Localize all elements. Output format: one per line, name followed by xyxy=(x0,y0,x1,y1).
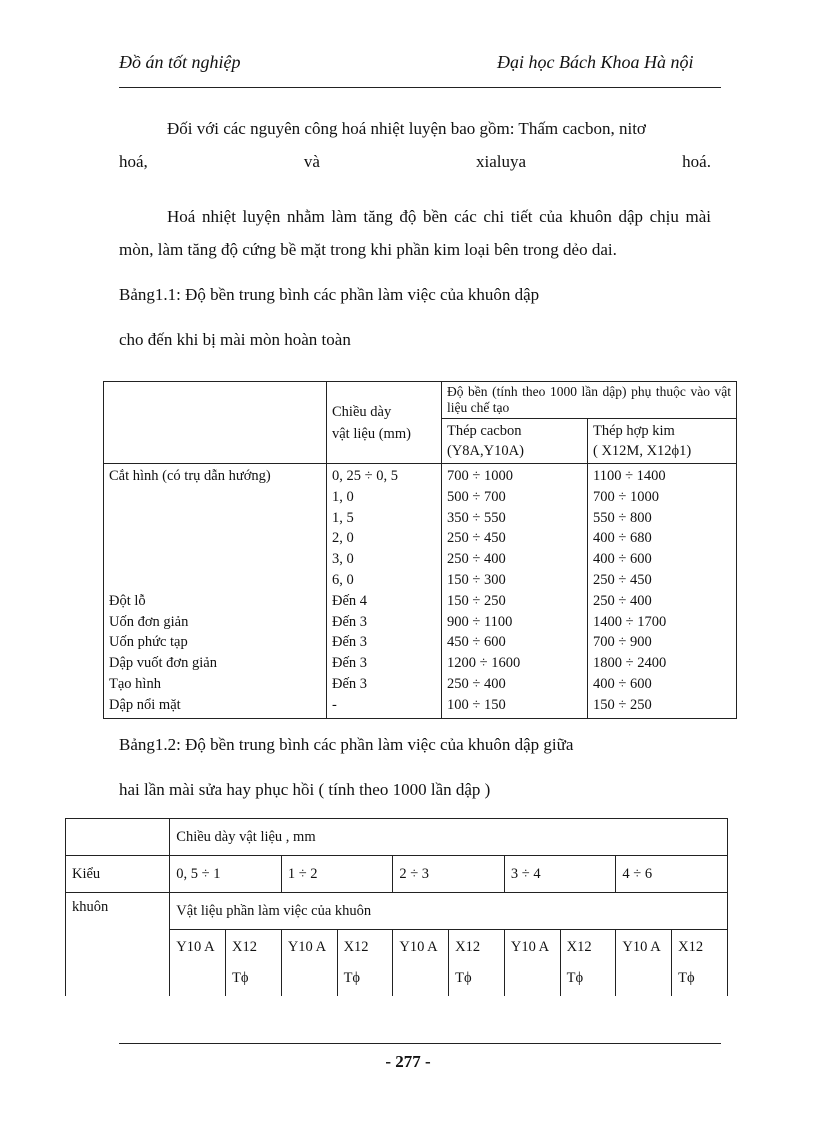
cell-line: Đến 3 xyxy=(332,634,368,651)
cell-line: Uốn đơn giản xyxy=(109,613,189,630)
cell-line: 250 ÷ 400 xyxy=(447,675,506,692)
cell-line: 150 ÷ 300 xyxy=(447,571,506,588)
cell-line: Đột lỗ xyxy=(109,592,146,609)
table-row xyxy=(104,464,737,719)
grade-cell: Y10 A xyxy=(281,930,337,999)
cell-line: 6, 0 xyxy=(332,571,354,588)
cell-line: 2, 0 xyxy=(332,530,354,547)
type-label-cell: khuôn xyxy=(66,893,170,999)
table2-caption-line-1: Bảng1.2: Độ bền trung bình các phần làm việc của khuôn dập giữa xyxy=(119,735,574,754)
cell-line: 250 ÷ 400 xyxy=(593,592,652,609)
grade-cell: X12 Tϕ xyxy=(226,930,282,999)
table-header-cell xyxy=(104,382,327,464)
cell-line: 1100 ÷ 1400 xyxy=(593,468,666,484)
cell-line xyxy=(109,508,321,529)
header-text: ( X12M, X12ϕ1) xyxy=(593,443,692,459)
table-row xyxy=(66,819,728,856)
header-text: Thép hợp kim xyxy=(593,423,675,439)
header-right-title: Đại học Bách Khoa Hà nội xyxy=(497,52,694,72)
cell-line: 700 ÷ 1000 xyxy=(593,488,659,505)
cell-line: 250 ÷ 450 xyxy=(593,571,652,588)
grade-cell: X12 Tϕ xyxy=(449,930,505,999)
cell-line: 150 ÷ 250 xyxy=(593,696,652,713)
table-cell xyxy=(66,819,170,856)
range-cell: 4 ÷ 6 xyxy=(616,856,728,893)
cell-line: 0, 25 ÷ 0, 5 xyxy=(332,468,398,484)
cell-line: - xyxy=(332,696,337,713)
table2-caption-line-2: hai lần mài sửa hay phục hồi ( tính theo 1000 lần dập ) xyxy=(119,780,491,799)
table-header-cell: Độ bền (tính theo 1000 lần dập) phụ thuộc vào vật liệu chế tạo xyxy=(442,382,737,419)
cell-line: 1800 ÷ 2400 xyxy=(593,655,667,672)
cell-line: 550 ÷ 800 xyxy=(593,509,652,526)
header-text: Thép cacbon xyxy=(447,423,522,439)
header-rule xyxy=(119,87,721,88)
word: hoá, xyxy=(119,152,148,171)
cell-line: 500 ÷ 700 xyxy=(447,488,506,505)
cell-line: 900 ÷ 1100 xyxy=(447,613,513,630)
cell-line xyxy=(109,570,321,591)
table-cell-carbon xyxy=(442,464,588,719)
table1-caption-line-2: cho đến khi bị mài mòn hoàn toàn xyxy=(119,330,351,349)
grade-cell: X12 Tϕ xyxy=(337,930,393,999)
table-header-cell xyxy=(442,419,588,464)
cell-line: 400 ÷ 600 xyxy=(593,675,652,692)
table-header-cell xyxy=(588,419,737,464)
cell-line: Đến 3 xyxy=(332,613,368,630)
paragraph-1-line-2 xyxy=(119,151,711,173)
table-header-cell xyxy=(327,382,442,464)
cell-line: Dập vuốt đơn giản xyxy=(109,655,217,672)
material-label-cell: Vật liệu phần làm việc của khuôn xyxy=(170,893,728,930)
cell-line: 700 ÷ 900 xyxy=(593,634,652,651)
cell-line: Dập nổi mặt xyxy=(109,696,181,713)
cell-line: 250 ÷ 400 xyxy=(447,551,506,568)
grade-cell: Y10 A xyxy=(393,930,449,999)
header-text: (Y8A,Y10A) xyxy=(447,443,524,459)
grade-cell: Y10 A xyxy=(504,930,560,999)
cell-line: 400 ÷ 680 xyxy=(593,530,652,547)
cell-line xyxy=(109,549,321,570)
table-header-row xyxy=(104,382,737,419)
table-cell-operation xyxy=(104,464,327,719)
cell-line: 250 ÷ 450 xyxy=(447,530,506,547)
cell-line: 700 ÷ 1000 xyxy=(447,468,513,484)
cell-line: Cắt hình (có trụ dẫn hướng) xyxy=(109,468,271,484)
cell-line: Đến 3 xyxy=(332,675,368,692)
range-cell: 2 ÷ 3 xyxy=(393,856,505,893)
cell-line: 150 ÷ 250 xyxy=(447,592,506,609)
durability-table-2 xyxy=(65,818,728,999)
paragraph-1-line-1: Đối với các nguyên công hoá nhiệt luyện bao gồm: Thấm cacbon, nitơ xyxy=(167,119,646,138)
range-cell: 1 ÷ 2 xyxy=(281,856,393,893)
type-label-cell: Kiểu xyxy=(66,856,170,893)
grade-cell: Y10 A xyxy=(170,930,226,999)
cell-line: 3, 0 xyxy=(332,551,354,568)
table-cell-alloy xyxy=(588,464,737,719)
cell-line: 450 ÷ 600 xyxy=(447,634,506,651)
range-cell: 3 ÷ 4 xyxy=(504,856,616,893)
header-text: vật liệu (mm) xyxy=(332,425,411,442)
range-cell: 0, 5 ÷ 1 xyxy=(170,856,282,893)
cell-line xyxy=(109,487,321,508)
grade-cell: Y10 A xyxy=(616,930,672,999)
paragraph-1 xyxy=(119,118,711,173)
grade-cell: X12 Tϕ xyxy=(560,930,616,999)
grade-cell: X12 Tϕ xyxy=(672,930,728,999)
thickness-label-cell: Chiều dày vật liệu , mm xyxy=(170,819,728,856)
cell-line: Đến 3 xyxy=(332,655,368,672)
word: xialuya xyxy=(476,152,527,171)
page-number: - 277 - xyxy=(385,1052,431,1071)
cell-line: 1400 ÷ 1700 xyxy=(593,613,667,630)
cell-line: Tạo hình xyxy=(109,675,161,692)
table-row xyxy=(66,856,728,893)
table1-caption-line-1: Bảng1.1: Độ bền trung bình các phần làm việc của khuôn dập xyxy=(119,285,540,304)
cell-line: Đến 4 xyxy=(332,592,368,609)
durability-table-1 xyxy=(103,381,737,719)
word: và xyxy=(303,152,320,171)
table-cell-thickness xyxy=(327,464,442,719)
cell-line: Uốn phức tạp xyxy=(109,634,188,651)
table2-page-cutoff xyxy=(60,996,740,1016)
paragraph-2: Hoá nhiệt luyện nhằm làm tăng độ bền các chi tiết của khuôn dập chịu mài mòn, làm tăng độ cứng bề mặt trong khi phần kim loại bên trong dẻo dai. xyxy=(119,207,711,259)
table-row xyxy=(66,893,728,930)
cell-line: 1, 5 xyxy=(332,509,354,526)
word: hoá. xyxy=(682,152,711,171)
cell-line: 350 ÷ 550 xyxy=(447,509,506,526)
cell-line: 1200 ÷ 1600 xyxy=(447,655,521,672)
cell-line: 100 ÷ 150 xyxy=(447,696,506,713)
cell-line xyxy=(109,528,321,549)
header-left-title: Đồ án tốt nghiệp xyxy=(119,52,241,72)
footer-rule xyxy=(119,1043,721,1044)
cell-line: 400 ÷ 600 xyxy=(593,551,652,568)
header-text: Chiều dày xyxy=(332,403,392,420)
cell-line: 1, 0 xyxy=(332,488,354,505)
